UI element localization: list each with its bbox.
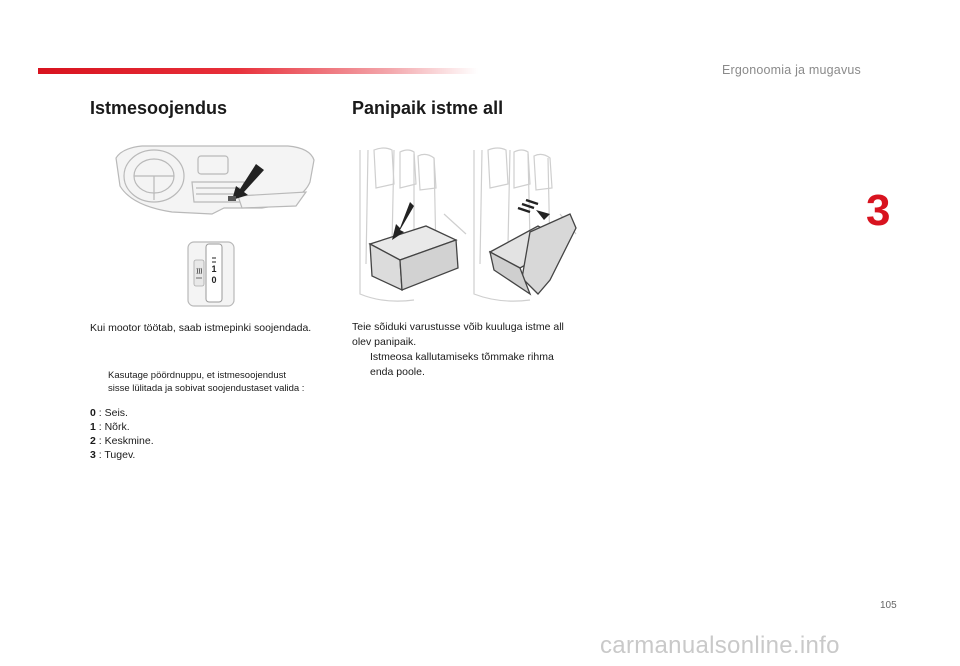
instruction-block <box>90 369 304 395</box>
tilt-arrow <box>536 210 550 220</box>
heating-knob-illustration <box>186 240 238 310</box>
dashboard-illustration <box>112 142 318 234</box>
heading-under-seat-storage: Panipaik istme all <box>352 98 504 118</box>
storage-bullet-line-2: enda poole. <box>370 366 425 378</box>
storage-line-1: Teie sõiduki varustusse võib kuuluga istme all <box>352 321 564 333</box>
level-1: 1 : Nõrk. <box>90 421 130 433</box>
level-0: 0 : Seis. <box>90 407 128 419</box>
storage-bullet-line-1: Istmeosa kallutamiseks tõmmake rihma <box>370 351 554 363</box>
instruction-line-1: Kasutage pöördnuppu, et istmesoojendust <box>108 370 286 381</box>
level-3: 3 : Tugev. <box>90 449 136 461</box>
instruction-line-2: sisse lülitada ja sobivat soojendustaset valida : <box>108 383 305 394</box>
heating-levels-list <box>90 406 154 462</box>
section-title: Ergonoomia ja mugavus <box>722 63 861 77</box>
knob-label-0: 0 <box>211 275 217 285</box>
level-2: 2 : Keskmine. <box>90 435 154 447</box>
header-accent-bar <box>38 68 478 74</box>
intro-text: Kui mootor töötab, saab istmepinki soojendada. <box>90 322 312 334</box>
heading-seat-heating: Istmesoojendus <box>90 98 228 118</box>
seat-storage-illustration <box>354 144 580 308</box>
storage-line-2: olev panipaik. <box>352 336 417 348</box>
watermark: carmanualsonline.info <box>600 632 840 659</box>
knob-label-1: 1 <box>211 264 217 274</box>
page-number: 105 <box>880 600 897 611</box>
chapter-number: 3 <box>866 186 891 235</box>
storage-text <box>352 320 564 380</box>
